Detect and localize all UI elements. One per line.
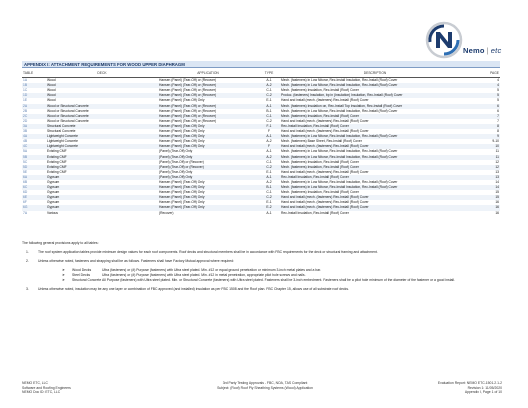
cell-description: Mech. (fasteners) in Low Nitorar, Rec-Install Insulation, Rec-Install (Roof) Cover [280, 134, 470, 139]
cell-description: Hand and install (mech. (fasteners) Rec-Install (Roof) Cover [281, 98, 369, 103]
cell-deck: Gypsum [46, 175, 158, 180]
col-deck: DECK [46, 70, 158, 78]
cell-type: B-1 [258, 185, 280, 190]
cell-page: 14 [470, 185, 500, 190]
footnote-2 [22, 259, 502, 264]
logo-suffix: etc [490, 46, 502, 55]
cell-description: Mech. (fasteners) Base Sheet, Rec-Install (Roof) Cover [281, 139, 362, 144]
cell-deck: Existing CMF [46, 155, 158, 160]
cell-application: Hansen (Panel) (Tear-Off) Only [159, 190, 205, 195]
footer-doc-id: NEMO Doc ID: ETC, LLC [22, 390, 61, 395]
footer-center [170, 381, 360, 390]
cell-deck: Lightweight Concrete [47, 139, 78, 144]
table-row [22, 211, 500, 216]
cell-type: A-1 [258, 134, 280, 139]
cell-application: Hansen (Panel) (Tear-Off) Only [158, 205, 258, 210]
cell-table: 1D [22, 93, 46, 98]
cell-page: 11 [495, 149, 499, 154]
cell-page: 4 [470, 83, 500, 88]
cell-table: 5C [23, 159, 28, 164]
cell-deck: Gypsum [46, 195, 158, 200]
cell-description: Hand and install (mech. (fasteners) Rec-Install (Roof) Cover [281, 200, 369, 205]
cell-description: Hand and install (mech. (fasteners) Rec-Install (Roof) Cover [281, 169, 369, 174]
sub-label: Steel Decks [72, 273, 91, 277]
footnote-2-text: Unless otherwise noted, fasteners and strapping shall be as follows. Fasteners shall have Factory Mutual approval where required: [38, 259, 235, 263]
cell-description: Mech. (fasteners) in Low Nitorar, Rec-Install Insulation, Rec-Install (Roof) Cover [281, 149, 398, 154]
cell-table: 6D [23, 190, 28, 195]
footer-page-number: Appendix I, Page 1 of 10 [464, 390, 502, 395]
arrow-bullet-icon: ➤ [62, 273, 65, 277]
cell-type: C-1 [258, 114, 280, 119]
cell-description: Mech. (fasteners) in Low Nitorar, Rec-Install Insulation, Rec-Install (Roof) Cover [281, 179, 398, 184]
cell-application: (Panel) (Tear-Off) Only [158, 155, 258, 160]
footnote-1 [22, 250, 502, 255]
cell-table: 6G [22, 205, 46, 210]
cell-table: 2D [23, 118, 28, 123]
arrow-bullet-icon: ➤ [62, 278, 65, 282]
cell-table: 4A [22, 134, 46, 139]
cell-type: C-2 [258, 165, 280, 170]
cell-page: 11 [470, 155, 500, 160]
cell-description: Mech. (fasteners) Insulation, Rec-Install (Roof) Cover [281, 88, 359, 93]
cell-table: 6E [22, 195, 46, 200]
cell-application: (Panel) (Tear-Off) Only [159, 169, 193, 174]
cell-page: 7 [497, 118, 499, 123]
cell-page: 6 [470, 104, 500, 109]
cell-application: Hansen (Panel) (Tear-Off) or (Recover) [159, 118, 217, 123]
footnote-intro: The following general provisions apply to all tables: [22, 241, 99, 245]
cell-application: Hansen (Panel) (Tear-Off) Only [159, 179, 205, 184]
cell-page: 13 [495, 169, 499, 174]
cell-table: 4B [23, 139, 28, 144]
footer-company: NEMO ETC, LLC [22, 381, 48, 385]
cell-description: Produc. (fasteners) Insulation, bp in (Insulation) Insulation, Rec-Install (Roof) Cover [280, 93, 470, 98]
cell-deck: Wood [47, 78, 56, 83]
cell-description: Hand and install (mech. (fasteners) Rec-Install (Roof) Cover [280, 144, 470, 149]
cell-type: E-2 [258, 205, 280, 210]
footnote-2-number: 2. [26, 259, 29, 263]
cell-type: C-1 [266, 88, 272, 93]
cell-description: Rec-Install Insulation, Rec-Install (Roof) Cover [280, 124, 470, 129]
cell-application: Hansen (Panel) (Tear-Off) or (Recover) [158, 104, 258, 109]
cell-table: 5E [23, 169, 28, 174]
sub-text: Ultra (fasteners) or (#) Purpose (fasteners) with Ultra steel plated. Min. #12 in metal penetration, appropriate pilot hole screws and nails. [102, 273, 306, 277]
cell-application: Hansen (Panel) (Tear-Off) or (Recover) [159, 108, 217, 113]
cell-page: 9-10 [492, 139, 499, 144]
cell-page: 10 [470, 144, 500, 149]
cell-description: Mech. (fasteners) in Low Nitorar, Rec-Install Insulation, Rec-Install (Roof) Cover [281, 78, 398, 83]
cell-application: Hansen (Panel) (Tear-Off) Only [159, 98, 205, 103]
cell-deck: Gypsum [47, 200, 60, 205]
cell-type: E-1 [266, 98, 272, 103]
cell-application: Hansen (Panel) (Tear-Off) Only [158, 124, 258, 129]
col-table: TABLE [22, 70, 46, 78]
cell-page: 16 [470, 205, 500, 210]
cell-type: A-1 [258, 175, 280, 180]
cell-deck: Gypsum [47, 179, 60, 184]
cell-type: A-2 [266, 139, 272, 144]
footer-testing: 3rd Party Testing Approvals - FBC, NOA, TAS Compliant [222, 381, 308, 385]
cell-type: B-1 [266, 108, 272, 113]
cell-application: Hansen (Panel) (Tear-Off) Only [159, 129, 205, 134]
cell-deck: Wood [47, 98, 56, 103]
cell-application: (Panel) (Tear-Off) Only [158, 175, 258, 180]
cell-table: 2B [23, 108, 28, 113]
cell-application: (Panel) (Tear-Off) or (Recover) [158, 165, 258, 170]
cell-page: 4 [497, 78, 499, 83]
cell-page: 12 [470, 165, 500, 170]
cell-type: C-1 [266, 159, 272, 164]
cell-deck: Wood [46, 83, 158, 88]
footer-left [22, 381, 182, 395]
cell-description: Hand and install (mech. (fasteners) Rec-Install (Roof) Cover [281, 118, 369, 123]
cell-deck: Existing CMF [47, 169, 67, 174]
footnotes [22, 241, 502, 296]
cell-table: 6C [22, 185, 46, 190]
col-page: PAGE [470, 70, 500, 78]
cell-application: Hansen (Panel) (Tear-Off) or (Recover) [159, 78, 217, 83]
logo-text: Nemo | etc [463, 46, 502, 55]
cell-application: (Recover) [159, 210, 174, 215]
cell-type: A-2 [266, 179, 272, 184]
cell-deck: Lightweight Concrete [46, 134, 158, 139]
cell-page: 8 [497, 129, 499, 134]
footnote-3-number: 3. [26, 287, 29, 291]
cell-description: Mech. (fasteners) Insulation, Rec-Install (Roof) Cover [281, 159, 359, 164]
cell-deck: Wood [47, 88, 56, 93]
cell-table: 2A [22, 104, 46, 109]
cell-application: Hansen (Panel) (Tear-Off) or (Recover) [159, 88, 217, 93]
col-description: DESCRIPTION [280, 70, 470, 78]
footer-tagline: Software and Roofing Engineers [22, 385, 71, 390]
cell-type: A-1 [258, 104, 280, 109]
cell-type: F [267, 129, 270, 134]
cell-page: 13 [470, 175, 500, 180]
footnote-2-concrete [22, 278, 502, 283]
attachment-requirements-table [22, 70, 500, 216]
cell-description: Mech. (fasteners) Insulation, Rec-Install (Roof) Cover [280, 114, 470, 119]
cell-deck: Gypsum [46, 185, 158, 190]
cell-table: 1A [23, 78, 28, 83]
cell-description: Mech. (fasteners) Insulation on, Rec-Install Top Insulation, Rec-Install (Roof) Cover [280, 104, 470, 109]
cell-table: 1C [23, 88, 28, 93]
cell-description: Mech. (fasteners) in Low Nitorar, Rec-Install Insulation, Rec-Install (Roof) Cover [280, 185, 470, 190]
cell-page: 7 [470, 114, 500, 119]
col-type: TYPE [258, 70, 280, 78]
cell-description: Mech. (fasteners) Insulation, Rec-Install (Roof) Cover [280, 165, 470, 170]
cell-application: Hansen (Panel) (Tear-Off) Only [158, 195, 258, 200]
cell-table: 3A [22, 124, 46, 129]
cell-page: 5 [497, 98, 499, 103]
cell-page: 5 [470, 93, 500, 98]
cell-table: 1B [22, 83, 46, 88]
cell-deck: Structural Concrete [47, 129, 76, 134]
cell-deck: Wood or Structural Concrete [47, 118, 89, 123]
cell-page: 5 [497, 88, 499, 93]
cell-deck: Wood [46, 93, 158, 98]
cell-deck: Wood or Structural Concrete [46, 104, 158, 109]
cell-page: 8 [470, 124, 500, 129]
cell-description: Mech. (fasteners) in Low Nitorar, Rec-Install Insulation, Rec-Install (Roof) Cover [280, 155, 470, 160]
cell-description: Rec-Install Insulation, Rec-Install (Roof) Cover [280, 175, 470, 180]
footer-report: Evaluation Report: NEMO ETC-1501.2.1-2 [437, 381, 502, 385]
cell-table: 3B [23, 129, 28, 134]
cell-table: 4C [22, 144, 46, 149]
cell-application: (Panel) (Tear-Off) or (Recover) [159, 159, 204, 164]
cell-type: A-1 [266, 210, 272, 215]
cell-deck: Wood or Structural Concrete [47, 108, 89, 113]
cell-page: 15 [495, 190, 499, 195]
table-header-row [22, 70, 500, 78]
cell-application: (Panel) (Tear-Off) Only [159, 149, 193, 154]
cell-page: 6 [497, 108, 499, 113]
cell-type: C-2 [266, 118, 272, 123]
cell-application: Hansen (Panel) (Tear-Off) Only [158, 144, 258, 149]
cell-page: 16 [495, 210, 499, 215]
cell-application: Hansen (Panel) (Tear-Off) or (Recover) [158, 114, 258, 119]
cell-page: 15 [470, 195, 500, 200]
cell-table: 5A [23, 149, 28, 154]
footnote-3 [22, 287, 502, 292]
cell-deck: Existing CMF [46, 165, 158, 170]
cell-deck: Lightweight Concrete [46, 144, 158, 149]
cell-deck: Gypsum [47, 190, 60, 195]
cell-type: E-1 [266, 169, 272, 174]
sub-label: Structural Concrete [72, 278, 102, 282]
cell-deck: Existing CMF [47, 159, 67, 164]
cell-table: 5B [22, 155, 46, 160]
cell-description: Mech. (fasteners) in Low Nitorar, Rec-Install Insulation, Rec-Install (Roof) Cover [281, 108, 398, 113]
logo-brand: Nemo [463, 46, 485, 55]
cell-application: Hansen (Panel) (Tear-Off) Only [159, 139, 205, 144]
cell-page: 9 [470, 134, 500, 139]
cell-type: C-1 [266, 190, 272, 195]
cell-deck: Various [47, 210, 58, 215]
sub-text: Ultra (fasteners) or (#) Purpose (fasteners) with Ultra steel plated. Min. #12 or equal ground penetration or minimum 3-inch metal plates and a bar. [102, 268, 321, 272]
footnote-3-text: Unless otherwise noted, insulation may be any one layer or combination of FBC approved (and installed) insulation as per FBC 1508 and the Roof plan. FBC Chapter 15, allows use of all substrate roof decks. [38, 287, 349, 291]
sub-label: Wood Decks [72, 268, 92, 272]
cell-type: E-1 [266, 200, 272, 205]
cell-type: A-1 [266, 149, 272, 154]
cell-type: F [258, 144, 280, 149]
cell-table: 1E [23, 98, 28, 103]
cell-description: Mech. (fasteners) in Low Nitorar, Rec-Install Insulation, Rec-Install (Roof) Cover [280, 83, 470, 88]
appendix-title: APPENDIX I: ATTACHMENT REQUIREMENTS FOR WOOD UPPER DIAPHRAGM [22, 61, 500, 68]
cell-table: 6A [22, 175, 46, 180]
cell-description: Hand and install (mech. (fasteners) Rec-Install (Roof) Cover [280, 205, 470, 210]
cell-description: Mech. (fasteners) Insulation, Rec-Install (Roof) Cover [281, 190, 359, 195]
cell-deck: Existing CMF [47, 149, 67, 154]
cell-deck: Gypsum [46, 205, 158, 210]
sub-text: All Purpose (fasteners) with Ultra steel plated. Min. or Structural Concrete (fasteners) with Ultra steel plated. Fasteners shall be 3-inch embedment. Fasteners shall be a pilot hole minimum of the diameter of the fastener or a good install. [102, 278, 455, 282]
cell-page: 12 [495, 159, 499, 164]
col-application: APPLICATION [158, 70, 258, 78]
footer-revision: Revision 1: 11/05/2020 [467, 385, 502, 390]
cell-table: 5D [22, 165, 46, 170]
cell-page: 16 [495, 200, 499, 205]
cell-description: Hand and install (mech. (fasteners) Rec-Install (Roof) Cover [280, 195, 470, 200]
cell-application: Hansen (Panel) (Tear-Off) or (Recover) [158, 93, 258, 98]
cell-application: Hansen (Panel) (Tear-Off) Only [158, 134, 258, 139]
cell-table: 7A [23, 210, 28, 215]
cell-deck: Wood or Structural Concrete [46, 114, 158, 119]
cell-application: Hansen (Panel) (Tear-Off) or (Recover) [158, 83, 258, 88]
footer-subject: Subject: (Roof) Roof Ply Sheathing Systems (Wood) Application [217, 385, 313, 390]
cell-type: F-1 [258, 124, 280, 129]
cell-application: Hansen (Panel) (Tear-Off) Only [158, 185, 258, 190]
cell-application: Hansen (Panel) (Tear-Off) Only [159, 200, 205, 205]
cell-table: 6B [23, 179, 28, 184]
footnote-1-number: 1. [26, 250, 29, 254]
cell-type: C-2 [258, 93, 280, 98]
cell-description: Rec-Install Insulation, Rec-Install (Roof) Cover [281, 210, 349, 215]
footer-right [342, 381, 502, 395]
cell-type: C-2 [258, 195, 280, 200]
cell-type: A-1 [266, 78, 272, 83]
cell-page: 14 [495, 179, 499, 184]
cell-description: Hand and install (mech. (fasteners) Rec-Install (Roof) Cover [281, 129, 369, 134]
cell-type: A-2 [258, 83, 280, 88]
cell-deck: Structural Concrete [46, 124, 158, 129]
cell-type: A-2 [258, 155, 280, 160]
cell-table: 2C [22, 114, 46, 119]
arrow-bullet-icon: ➤ [62, 268, 65, 272]
cell-table: 6F [23, 200, 27, 205]
footnote-1-text: The roof system application tables provide minimum design values for each roof components. Roof decks and structural members shall be in accordance with FBC requirements for the deck or structural framing and attachment. [38, 250, 378, 254]
